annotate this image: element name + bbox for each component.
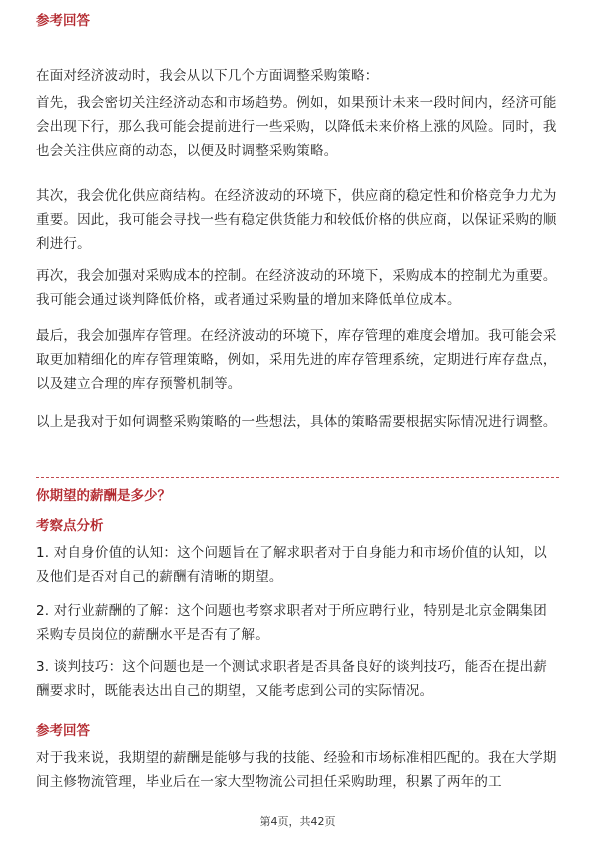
answer-conclusion: 以上是我对于如何调整采购策略的一些想法，具体的策略需要根据实际情况进行调整。 (36, 414, 557, 430)
section-divider (36, 477, 559, 478)
analysis-point-1: 1. 对自身价值的认知：这个问题旨在了解求职者对于自身能力和市场价值的认知，以及他们是否对自己的薪酬有清晰的期望。 (36, 545, 547, 585)
answer-paragraph-first: 首先，我会密切关注经济动态和市场趋势。例如，如果预计未来一段时间内，经济可能会出现下行，那么我可能会提前进行一些采购，以降低未来价格上涨的风险。同时，我也会关注供应商的动态，以便及时调整采购策略。 (36, 95, 557, 159)
page-number: 第4页，共42页 (259, 815, 336, 828)
answer-intro: 在面对经济波动时，我会从以下几个方面调整采购策略： (36, 68, 379, 84)
salary-answer: 对于我来说，我期望的薪酬是能够与我的技能、经验和市场标准相匹配的。我在大学期间主修物流管理，毕业后在一家大型物流公司担任采购助理，积累了两年的工 (36, 750, 557, 790)
document-page (36, 0, 559, 842)
answer-paragraph-fourth: 最后，我会加强库存管理。在经济波动的环境下，库存管理的难度会增加。我可能会采取更加精细化的库存管理策略，例如，采用先进的库存管理系统，定期进行库存盘点，以及建立合理的库存预警机制等。 (36, 328, 557, 392)
analysis-point-3: 3. 谈判技巧：这个问题也是一个测试求职者是否具备良好的谈判技巧，能否在提出薪酬要求时，既能表达出自己的期望，又能考虑到公司的实际情况。 (36, 659, 547, 699)
reference-answer-heading: 参考回答 (36, 13, 90, 29)
answer-paragraph-second: 其次，我会优化供应商结构。在经济波动的环境下，供应商的稳定性和价格竞争力尤为重要。因此，我可能会寻找一些有稳定供货能力和较低价格的供应商，以保证采购的顺利进行。 (36, 188, 557, 252)
question-heading: 你期望的薪酬是多少？ (36, 488, 171, 504)
answer-paragraph-third: 再次，我会加强对采购成本的控制。在经济波动的环境下，采购成本的控制尤为重要。我可能会通过谈判降低价格，或者通过采购量的增加来降低单位成本。 (36, 268, 557, 308)
analysis-point-2: 2. 对行业薪酬的了解：这个问题也考察求职者对于所应聘行业，特别是北京金隅集团采购专员岗位的薪酬水平是否有了解。 (36, 603, 547, 643)
reference-answer-heading-2: 参考回答 (36, 723, 90, 739)
analysis-heading: 考察点分析 (36, 518, 104, 534)
